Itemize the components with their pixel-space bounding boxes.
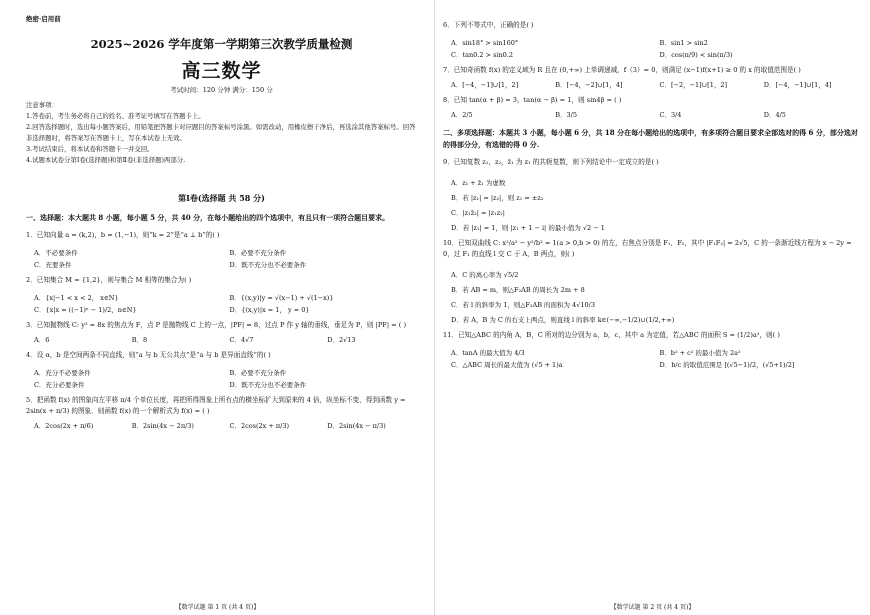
part-title: 第Ⅰ卷(选择题 共 58 分) <box>178 193 265 203</box>
option: C．{x|x = ((−1)ⁿ − 1)/2，n∈N} <box>34 306 137 314</box>
option: B．b² + c² 的最小值为 2a² <box>659 349 741 357</box>
question-2: 2．已知集合 M = {1,2}，则与集合 M 相等的集合为( ) <box>26 276 192 284</box>
option: D．b/c 的取值范围是 [(√5−1)/2，(√5+1)/2] <box>659 361 795 369</box>
option: A．{x|−1 < x < 2， x∈N} <box>34 294 119 302</box>
option: A．2/5 <box>451 111 473 119</box>
question-11: 11．已知△ABC 的内角 A，B，C 所对的边分别为 a，b，c，其中 a 为定值，若△ABC 的面积 S = (1/2)a²，则( ) <box>443 331 780 339</box>
question-6: 6．下列不等式中，正确的是( ) <box>443 21 534 29</box>
question-2-options <box>26 290 417 314</box>
question-1: 1．已知向量 a = (k,2)，b = (1,−1)，则“k = 2”是“a ⊥ b”的( ) <box>26 231 220 239</box>
option: C．[−2，−1]∪[1，2] <box>659 81 727 89</box>
option: B．8 <box>131 336 148 344</box>
question-10-options <box>443 264 860 324</box>
option: B．必要不充分条件 <box>229 249 287 257</box>
question-10: 10．已知双曲线 C: x²/a² − y²/b² = 1(a > 0,b > 0) 的左，右焦点分别是 F₁，F₂，其中 |F₁F₂| = 2√5，C 的一条渐近线方程为 x − 2y = 0，过 F₁ 的直线 l 交 C 于 A，B 两点，则( ) <box>443 239 852 258</box>
section-heading: 一、选择题：本大题共 8 小题，每小题 5 分，共 40 分，在每小题给出的四个选项中，有且只有一项符合题目要求。 <box>26 213 390 222</box>
page-footer: 【数学试题 第 1 页 (共 4 页)】 <box>175 604 260 611</box>
question-3-options <box>26 335 417 344</box>
option: B．sin1 > sin2 <box>659 39 708 47</box>
option: A．[−4，−1]∪[1，2] <box>451 81 519 89</box>
subject-title: 高三数学 <box>181 60 262 82</box>
option: B．若 |z₁| = |z₂|，则 z₁ = ±z₂ <box>451 194 544 202</box>
page-footer: 【数学试题 第 2 页 (共 4 页)】 <box>610 604 695 611</box>
option: C．tan0.2 > sin0.2 <box>451 51 514 59</box>
option: A．sin18° > sin160° <box>451 39 519 47</box>
note-item: 2.回答选择题时，选出每小题答案后，用铅笔把答题卡对应题目的答案标号涂黑。如需改动，用橡皮擦干净后，再选涂其他答案标号。回答非选择题时，将答案写在答题卡上，写在本试卷上无效。 <box>26 123 416 142</box>
note-item: 4.试题本试卷分第Ⅰ卷(选择题)和第Ⅱ卷(非选择题)两部分. <box>26 156 186 164</box>
option: D．若 A，B 为 C 的右支上两点，则直线 l 的斜率 k∈(−∞,−1/2)∪(1/2,+∞) <box>451 316 675 324</box>
option: A．C 的离心率为 √5/2 <box>451 271 519 279</box>
question-3: 3．已知抛物线 C: y² = 8x 的焦点为 F，点 P 是抛物线 C 上的一点，|PF| = 8，过点 P 作 y 轴的垂线，垂足为 P，则 |PF| = ( ) <box>26 321 407 329</box>
note-item: 3.考试结束后，将本试卷和答题卡一并交回。 <box>26 145 154 153</box>
note-item: 1.答卷前，考生务必将自己的姓名、准考证号填写在答题卡上。 <box>26 112 205 120</box>
exam-page-2 <box>435 0 870 615</box>
option: B．若 AB = m，则△F₂AB 的周长为 2m + 8 <box>451 286 585 294</box>
exam-info: 考试时间：120 分钟 满分：150 分 <box>170 86 273 94</box>
section-heading: 二、多项选择题：本题共 3 小题，每小题 6 分，共 18 分在每小题给出的选项中，有多项符合题目要求全部选对的得 6 分，部分选对的得部分分，有选错的得 0 分. <box>443 128 858 149</box>
option: A．tanA 的最大值为 4/3 <box>451 349 525 357</box>
option: B．[−4，−2]∪[1，4] <box>555 81 623 89</box>
option: D．cos(π/9) < sin(π/3) <box>659 51 733 59</box>
option: A．不必要条件 <box>34 249 78 257</box>
option: B．必要不充分条件 <box>229 369 287 377</box>
option: D．{(x,y)|x = 1， y = 0} <box>229 306 310 314</box>
option: A．2cos(2x + π/6) <box>34 422 94 430</box>
option: A．充分不必要条件 <box>34 369 91 377</box>
question-5-options <box>26 421 417 430</box>
option: A．6 <box>34 336 50 344</box>
question-9-options <box>443 172 860 232</box>
option: C．4√7 <box>229 336 254 344</box>
option: B．2sin(4x − 2π/3) <box>131 422 194 430</box>
question-8: 8．已知 tan(α + β) = 3，tan(α − β) = 1，则 sin4β = ( ) <box>443 96 622 104</box>
option: D．2sin(4x − π/3) <box>327 422 386 430</box>
option: D．既不充分也不必要条件 <box>229 381 307 389</box>
question-6-options <box>443 35 860 59</box>
option: C．充分必要条件 <box>34 381 85 389</box>
question-8-options <box>443 110 860 119</box>
notes <box>26 100 417 166</box>
question-4-options <box>26 365 417 389</box>
option: D．既不充分也不必要条件 <box>229 261 307 269</box>
option: C．|z₁z̄₂| = |z₁z₂| <box>451 209 505 217</box>
option: C．若 l 的斜率为 1，则△F₂AB 的面积为 4√10/3 <box>451 301 595 309</box>
option: C．2cos(2x + π/3) <box>229 422 290 430</box>
question-7: 7．已知奇函数 f(x) 的定义域为 R 且在 (0,+∞) 上单调递减，f（3）= 0，则满足 (x−1)f(x+1) ≥ 0 的 x 的取值范围是( ) <box>443 66 801 74</box>
option: A．z₁ + z̄₁ 为虚数 <box>451 179 506 187</box>
option: C．充要条件 <box>34 261 72 269</box>
secret-label: 绝密·启用前 <box>26 15 61 23</box>
option: C．3/4 <box>659 111 682 119</box>
question-9: 9．已知复数 z₁，z₂，z̄₁ 为 z₁ 的共轭复数，则下列结论中一定成立的是( ) <box>443 158 659 166</box>
question-7-options <box>443 80 860 89</box>
option: B．3/5 <box>555 111 577 119</box>
question-11-options <box>443 345 860 369</box>
option: B．{(x,y)|y = √(x−1) + √(1−x)} <box>229 294 334 302</box>
option: D．4/5 <box>763 111 786 119</box>
question-4: 4．设 α，b 是空间两条不同直线，则“a 与 b 无公共点”是“a 与 b 是异面直线”的( ) <box>26 351 271 359</box>
question-5: 5．把函数 f(x) 的图象向左平移 π/4 个单位长度，再把所得图象上所有点的横坐标扩大到原来的 4 倍，纵坐标不变，得到函数 y = 2sin(x + π/3) 的图象．则函数 f(x) 的一个解析式为 f(x) = ( ) <box>26 396 406 415</box>
option: C．△ABC 周长的最大值为 (√5 + 1)a <box>451 361 563 369</box>
option: D．[−4，−1]∪[1，4] <box>763 81 832 89</box>
question-1-options <box>26 245 417 269</box>
exam-title: 2025~2026 学年度第一学期第三次教学质量检测 <box>90 37 353 51</box>
notes-title: 注意事项： <box>26 101 58 109</box>
option: D．2√13 <box>327 336 356 344</box>
option: D．若 |z₁| = 1，则 |z₁ + 1 − i| 的最小值为 √2 − 1 <box>451 224 605 232</box>
